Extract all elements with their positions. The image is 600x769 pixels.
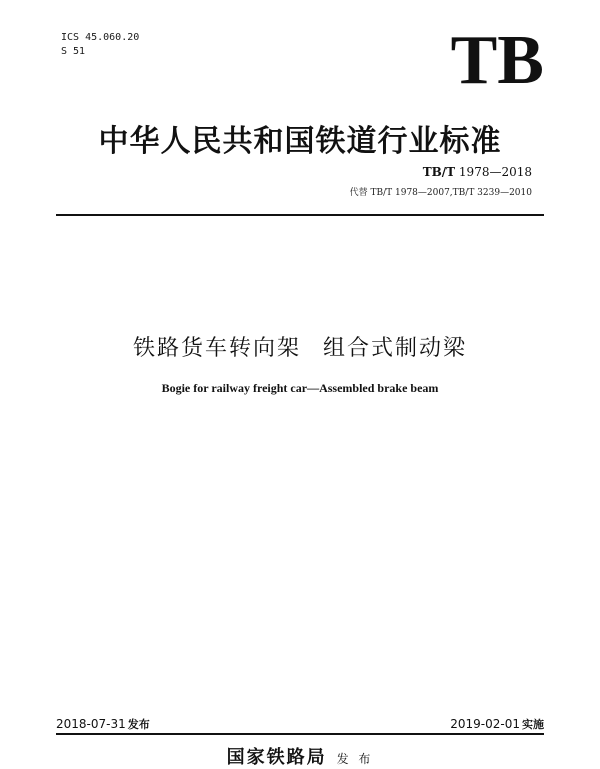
chinese-title: [0, 331, 600, 362]
issuer-block: [0, 743, 600, 769]
ics-code: ICS 45.060.20: [61, 32, 140, 43]
top-divider: [56, 214, 544, 216]
standard-number-value: 1978—2018: [458, 165, 532, 179]
standard-number-prefix: TB/T: [422, 165, 456, 179]
issuer-action: 发 布: [336, 752, 374, 766]
publish-label: 发布: [127, 718, 150, 731]
ccs-code: S 51: [61, 46, 86, 57]
publish-date: 2018-07-31: [56, 717, 126, 731]
english-title: Bogie for railway freight car—Assembled brake beam: [161, 381, 439, 395]
organization-title: 中华人民共和国铁道行业标准: [98, 124, 502, 159]
chinese-title-part1: 铁路货车转向架: [132, 336, 301, 361]
implement-date: 2019-02-01: [450, 717, 520, 731]
replaces-note: 代替 TB/T 1978—2007,TB/T 3239—2010: [349, 188, 532, 198]
classification-codes: [61, 31, 139, 59]
chinese-title-part2: 组合式制动梁: [323, 336, 468, 361]
standard-number: [423, 165, 532, 179]
implement-date-block: [450, 716, 544, 732]
implement-label: 实施: [522, 718, 544, 731]
publish-date-block: [56, 716, 150, 732]
bottom-divider: [56, 733, 544, 735]
tb-logo: TB: [450, 22, 544, 99]
issuer-name: 国家铁路局: [226, 747, 327, 768]
